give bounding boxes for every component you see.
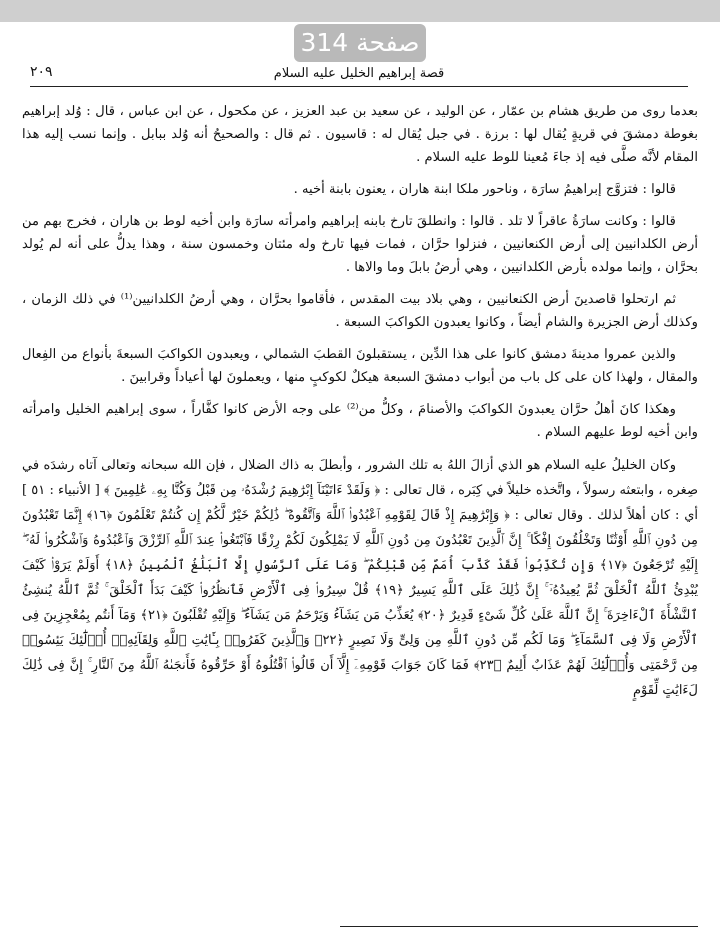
footnote-divider bbox=[340, 926, 698, 927]
page-number-badge: صفحة 314 bbox=[294, 24, 426, 62]
paragraph: والذين عمروا مدينةَ دمشق كانوا على هذا الدِّين ، يستقبلونَ القطبَ الشمالي ، ويعبدون الكواكبَ السبعةَ بأنواع من الفِعال والمقال ، ولهذا كان على كل باب من أبواب دمشقَ السبعة هيكلٌ لكوكبٍ منها ، ويعملونَ لها أعياداً وقرابينَ . bbox=[22, 347, 698, 385]
paragraph-with-quran-verses: وكان الخليلُ عليه السلام هو الذي أزالَ اللهُ به تلك الشرور ، وأبطلَ به ذاك الضلال ، فإن الله سبحانه وتعالى آتاه رشدَه في صِغره ، وابتعثه رسولاً ، واتَّخذه خليلاً في كِبَره ، قال تعالى : ﴿ وَلَقَدْ ءَاتَيْنَآ إِبْرَٰهِيمَ رُشْدَهُۥ مِن قَبْلُ وَكُنَّا بِهِۦ عَٰلِمِينَ ﴾ [ الأنبياء : ٥١ ] أي : كان أهلاً لذلك . وقال تعالى : ﴿ وَإِبْرَٰهِيمَ إِذْ قَالَ لِقَوْمِهِ ٱعْبُدُوا۟ ٱللَّهَ وَٱتَّقُوهُ ۖ ذَٰلِكُمْ خَيْرٌ لَّكُمْ إِن كُنتُمْ تَعْلَمُونَ ﴿١٦﴾ إِنَّمَا تَعْبُدُونَ مِن دُونِ ٱللَّهِ أَوْثَٰنًا وَتَخْلُقُونَ إِفْكًا ۚ إِنَّ ٱلَّذِينَ تَعْبُدُونَ مِن دُونِ ٱللَّهِ لَا يَمْلِكُونَ لَكُمْ رِزْقًا فَٱبْتَغُوا۟ عِندَ ٱللَّهِ ٱلرِّزْقَ وَٱعْبُدُوهُ وَٱشْكُرُوا۟ لَهُۥٓ ۖ إِلَيْهِ تُرْجَعُونَ ﴿١٧﴾ وَإِن تُكَذِّبُوا۟ فَقَدْ كَذَّبَ أُمَمٌ مِّن قَبْلِكُمْ ۖ وَمَا عَلَى ٱلرَّسُولِ إِلَّا ٱلْبَلَٰغُ ٱلْمُبِينُ ﴿١٨﴾ أَوَلَمْ يَرَوْا۟ كَيْفَ يُبْدِئُ ٱللَّهُ ٱلْخَلْقَ ثُمَّ يُعِيدُهُۥٓ ۚ إِنَّ ذَٰلِكَ عَلَى ٱللَّهِ يَسِيرٌ ﴿١٩﴾ قُلْ سِيرُوا۟ فِى ٱلْأَرْضِ فَٱنظُرُوا۟ كَيْفَ بَدَأَ ٱلْخَلْقَ ۚ ثُمَّ ٱللَّهُ يُنشِئُ ٱلنَّشْأَةَ ٱلْءَاخِرَةَ ۚ إِنَّ ٱللَّهَ عَلَىٰ كُلِّ شَىْءٍ قَدِيرٌ ﴿٢٠﴾ يُعَذِّبُ مَن يَشَآءُ وَيَرْحَمُ مَن يَشَآءُ ۖ وَإِلَيْهِ تُقْلَبُونَ ﴿٢١﴾ وَمَآ أَنتُم بِمُعْجِزِينَ فِى ٱلْأَرْضِ وَلَا فِى ٱلسَّمَآءِ ۖ وَمَا لَكُم مِّن دُونِ ٱللَّهِ مِن وَلِىٍّ وَلَا نَصِيرٍ ﴿٢٢﴾ وَٱلَّذِينَ كَفَرُوا۟ بِـَٔايَٰتِ ٱللَّهِ وَلِقَآئِهِۦٓ أُو۟لَٰٓئِكَ يَئِسُوا۟ مِن رَّحْمَتِى وَأُو۟لَٰٓئِكَ لَهُمْ عَذَابٌ أَلِيمٌ ﴿٢٣﴾ فَمَا كَانَ جَوَابَ قَوْمِهِۦٓ إِلَّآ أَن قَالُوا۟ ٱقْتُلُوهُ أَوْ حَرِّقُوهُ فَأَنجَىٰهُ ٱللَّهُ مِنَ ٱلنَّارِ ۚ إِنَّ فِى ذَٰلِكَ لَءَايَٰتٍ لِّقَوْمٍ bbox=[22, 458, 698, 698]
paragraph: قالوا : فتزوَّج إبراهيمُ سارَة ، وناحور ملكا ابنة هاران ، يعنون بابنة أخيه . bbox=[293, 182, 676, 197]
page-header bbox=[30, 62, 688, 87]
paragraph: وهكذا كانَ أهلُ حرَّان يعبدونَ الكواكبَ والأصنامَ ، وكلُّ من⁽²⁾ على وجه الأرض كانوا كفَّاراً ، سوى إبراهيم الخليل وامرأته وابن أخيه لوط عليهم السلام . bbox=[22, 402, 698, 440]
top-bar bbox=[0, 0, 720, 22]
running-title: قصة إبراهيم الخليل عليه السلام bbox=[273, 66, 445, 81]
paragraph: بعدما روى من طريق هشام بن عمّار ، عن الوليد ، عن سعيد بن عبد العزيز ، عن مكحول ، عن ابن عباس ، قال : وُلد إبراهيم بغوطة دمشقَ في قريةٍ يُقال لها : برزة . في جبل يُقال له : قاسيون . ثم قال : والصحيحُ أنه وُلد ببابل . وإنما نسب إليه هذا المقام لأنَّه صلَّى فيه إذ جاءَ مُعينا للوط عليه السلام . bbox=[22, 104, 698, 165]
paragraph: ثم ارتحلوا قاصدينَ أرض الكنعانيين ، وهي بلاد بيت المقدس ، فأقاموا بحرَّان ، وهي أرضُ الكلدانيين⁽¹⁾ في ذلك الزمان ، وكذلك أرض الجزيرة والشام أيضاً ، وكانوا يعبدون الكواكبَ السبعة . bbox=[22, 292, 698, 330]
paragraph: قالوا : وكانت سارَةُ عاقراً لا تلد . قالوا : وانطلقَ تارخ بابنه إبراهيم وامرأته سارَة وابن أخيه لوط بن هاران ، فخرج بهم من أرض الكلدانيين إلى أرض الكنعانيين ، فنزلوا حرَّان ، فمات فيها تارخ وله مئتان وخمسون سنة ، وهذا يدلُّ على أنه لم يُولد بحرَّان ، وإنما مولده بأرض الكلدانيين ، وهي أرضُ بابلَ وما والاها . bbox=[22, 214, 698, 275]
page-number: ٢٠٩ bbox=[30, 64, 53, 80]
page-body bbox=[22, 100, 698, 712]
